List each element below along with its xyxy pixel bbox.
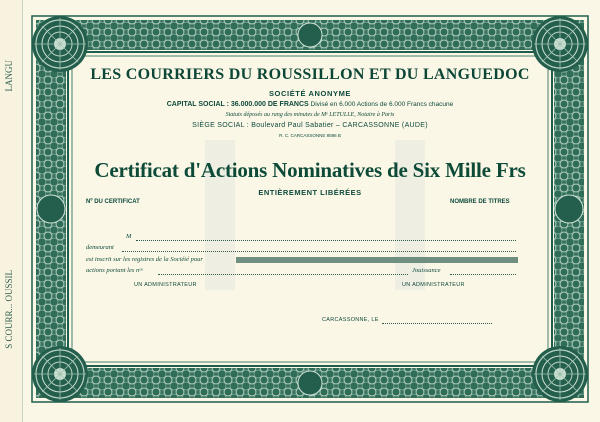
certificate-number-label: Nº DU CERTIFICAT xyxy=(86,199,140,205)
registered-office: SIÈGE SOCIAL : Boulevard Paul Sabatier – CARCASSONNE (AUDE) xyxy=(192,122,428,129)
titles-count-label: NOMBRE DE TITRES xyxy=(450,199,510,205)
capital-division: Divisé en 6.000 Actions de 6.000 Francs chacune xyxy=(310,101,454,108)
certificate-title: Certificat d'Actions Nominatives de Six Mille Frs xyxy=(94,158,526,182)
capital-line xyxy=(90,101,530,108)
capital-value: 36.000.000 DE FRANCS xyxy=(230,101,309,108)
stub-bottom-text: S COURR... OUSSIL xyxy=(4,270,14,349)
administrator-left: UN ADMINISTRATEUR xyxy=(134,282,197,288)
shares-numbered-label: actions portant les nᵒˢ xyxy=(86,267,143,274)
certificate-content xyxy=(86,66,530,366)
capital-label: CAPITAL SOCIAL : xyxy=(166,101,231,108)
company-type: SOCIÉTÉ ANONYME xyxy=(268,89,352,98)
date-line xyxy=(382,323,492,324)
jouissance-label: Jouissance xyxy=(412,267,441,274)
domicile-label: demeurant xyxy=(86,244,114,251)
statutes-line: Statuts déposés au rang des minutes de Mᵉ LETULLE, Notaire à Paris xyxy=(225,112,395,118)
registry-number: R. C. CARCASSONNE 8596 B xyxy=(279,133,341,138)
company-name: LES COURRIERS DU ROUSSILLON ET DU LANGUEDOC xyxy=(90,66,530,83)
counterfoil-stub xyxy=(0,0,23,422)
holder-line xyxy=(136,240,516,241)
shares-numbered-line xyxy=(158,274,408,275)
holder-label: M xyxy=(126,233,132,240)
shares-count-bar xyxy=(236,257,518,263)
domicile-line xyxy=(122,251,516,252)
place-date-label: CARCASSONNE, LE xyxy=(322,317,379,323)
jouissance-line xyxy=(450,274,516,275)
inscribed-label: est inscrit sur les registres de la Société pour xyxy=(86,256,203,263)
administrator-right: UN ADMINISTRATEUR xyxy=(402,282,465,288)
certificate-subtitle: ENTIÈREMENT LIBÉRÉES xyxy=(258,188,362,197)
stub-top-text: LANGU xyxy=(4,60,14,92)
